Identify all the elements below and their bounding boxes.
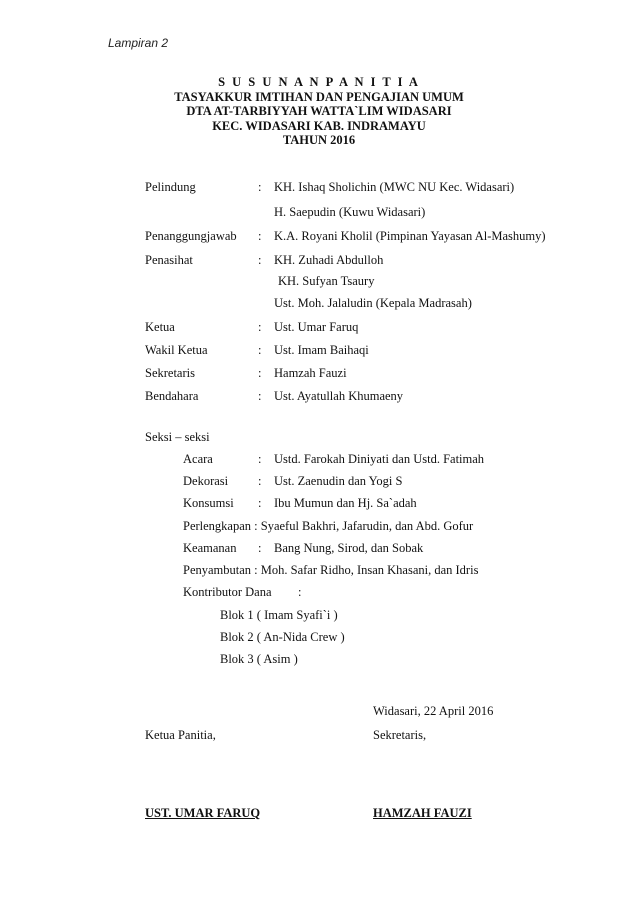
seksi-title: Seksi – seksi [145,430,210,444]
separator: : [258,253,262,267]
role-label: Sekretaris [145,366,195,380]
seksi-label: Acara [183,452,213,466]
role-label: Penasihat [145,253,193,267]
separator: : [258,389,262,403]
row-penyambutan: Penyambutan : Moh. Safar Ridho, Insan Khasani, dan Idris [183,563,479,577]
role-value: Hamzah Fauzi [274,366,347,380]
role-value: Ust. Ayatullah Khumaeny [274,389,404,403]
seksi-label: Keamanan [183,541,237,555]
role-value: Ust. Imam Baihaqi [274,343,369,357]
seksi-value: Bang Nung, Sirod, dan Sobak [274,541,424,555]
header-line-3: KEC. WIDASARI KAB. INDRAMAYU [212,118,426,133]
seksi-label: Kontributor Dana [183,585,272,599]
document-header [0,75,638,148]
role-label: Bendahara [145,389,199,403]
row-perlengkapan: Perlengkapan : Syaeful Bakhri, Jafarudin, dan Abd. Gofur [183,519,474,533]
separator: : [258,452,262,466]
separator: : [258,541,262,555]
role-value: Ust. Umar Faruq [274,320,359,334]
role-value: H. Saepudin (Kuwu Widasari) [274,205,426,219]
separator: : [258,229,262,243]
attachment-label: Lampiran 2 [108,36,169,50]
separator: : [258,366,262,380]
separator: : [258,343,262,357]
row-blok-1: Blok 1 ( Imam Syafi`i ) [220,608,338,622]
seksi-value: Ibu Mumun dan Hj. Sa`adah [274,496,417,510]
role-value: KH. Zuhadi Abdulloh [274,253,384,267]
signer-right-title: Sekretaris, [373,728,427,742]
separator: : [298,585,302,599]
signer-left-name: UST. UMAR FARUQ [145,806,261,820]
role-value: KH. Sufyan Tsaury [278,274,375,288]
role-value: K.A. Royani Kholil (Pimpinan Yayasan Al-Mashumy) [274,229,546,243]
seksi-value: Ustd. Farokah Diniyati dan Ustd. Fatimah [274,452,485,466]
row-blok-2: Blok 2 ( An-Nida Crew ) [220,630,345,644]
signer-left-title: Ketua Panitia, [145,728,216,742]
role-value: KH. Ishaq Sholichin (MWC NU Kec. Widasari) [274,180,515,194]
header-line-4: TAHUN 2016 [282,133,356,147]
role-value: Ust. Moh. Jalaludin (Kepala Madrasah) [274,296,472,310]
separator: : [258,474,262,488]
role-label: Ketua [145,320,175,334]
role-label: Wakil Ketua [145,343,208,357]
header-line-1: TASYAKKUR IMTIHAN DAN PENGAJIAN UMUM [174,89,464,104]
signer-right-name: HAMZAH FAUZI [373,806,472,820]
seksi-label: Dekorasi [183,474,229,488]
place-date: Widasari, 22 April 2016 [373,704,494,718]
row-blok-3: Blok 3 ( Asim ) [220,652,298,666]
separator: : [258,496,262,510]
header-line-2: DTA AT-TARBIYYAH WATTA`LIM WIDASARI [186,104,452,118]
header-title: S U S U N A N P A N I T I A [218,75,420,89]
separator: : [258,320,262,334]
separator: : [258,180,262,194]
role-label: Penanggungjawab [145,229,237,243]
seksi-label: Konsumsi [183,496,234,510]
role-label: Pelindung [145,180,196,194]
seksi-value: Ust. Zaenudin dan Yogi S [274,474,403,488]
